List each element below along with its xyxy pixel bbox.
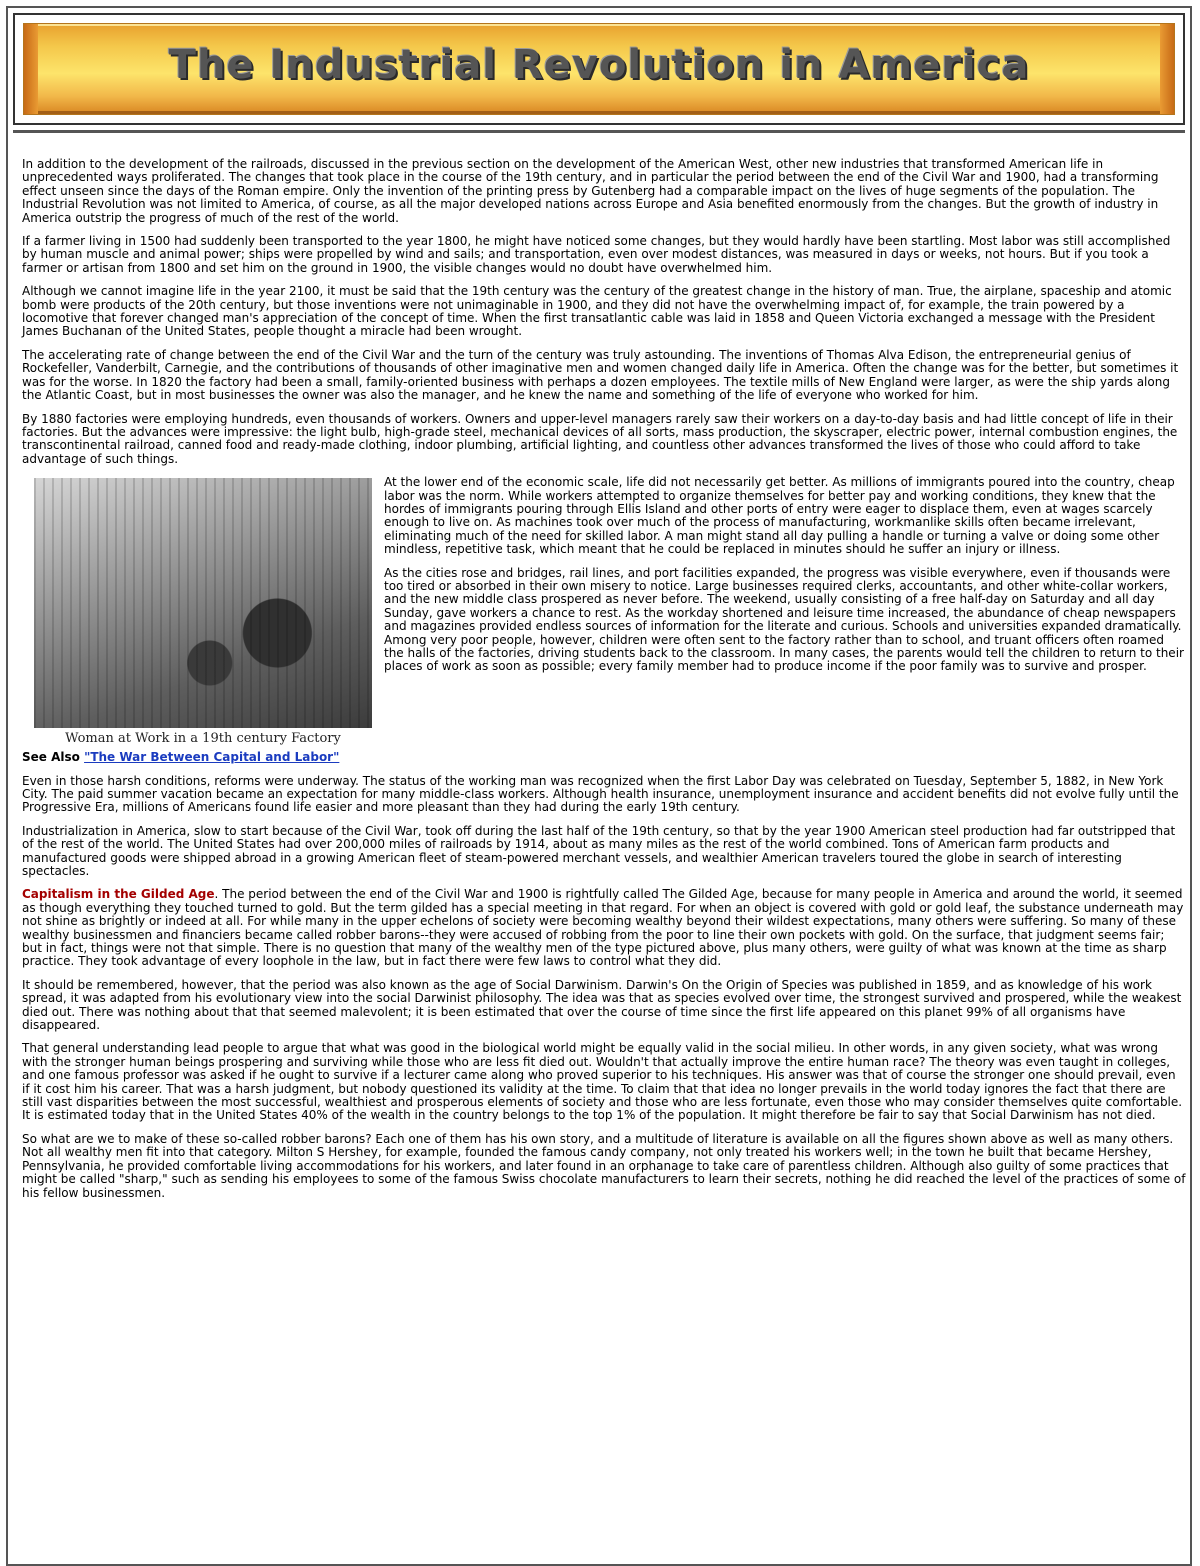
gilded-age-text: . The period between the end of the Civil War and 1900 is rightfully called The Gilded Age, because for many people in America and around the world, it seemed as though everything they touched turned to gold. But the term gilded has a special meeting in that regard. For when an object is covered with gold or gold leaf, the substance underneath may not shine as brightly or indeed at all. For while many in the upper echelons of society were becoming wealthy beyond their wildest expectations, many others were suffering. So many of these wealthy businessmen and financiers became called robber barons--they were accused of robbing from the poor to line their own pockets with gold. On the surface, that judgment seems fair; but in fact, things were not that simple. There is no question that many of the wealthy men of the type pictured above, plus many others, were guilty of what was known at the time as sharp practice. They took advantage of every loophole in the law, but in fact there were few laws to control what they did. <box>22 887 1184 969</box>
see-also-label: See Also <box>22 750 85 765</box>
paragraph: Although we cannot imagine life in the year 2100, it must be said that the 19th century was the century of the greatest change in the history of man. True, the airplane, spaceship and atomic bomb were products of the 20th century, but those inventions were not unimaginable in 1900, and they did not have the overwhelming impact of, for example, the train powered by a locomotive that forever changed man's appreciation of the concept of time. When the first transatlantic cable was laid in 1858 and Queen Victoria exchanged a message with the President James Buchanan of the United States, people thought a miracle had been wrought. <box>22 284 1172 339</box>
title-banner <box>23 23 1175 115</box>
paragraph: That general understanding lead people to argue that what was good in the biological world might be equally valid in the social milieu. In other words, in any given society, what was wrong with the stronger human beings prospering and surviving while those who are less fit died out. Wouldn't that actually improve the entire human race? The theory was even taught in colleges, and one famous professor was asked if he ought to survive if a lecturer came along who proved superior to his techniques. His answer was that of course the stronger one should prevail, even if it cost him his career. That was a harsh judgment, but nobody questioned its validity at the time. To claim that that idea no longer prevails in the world today ignores the fact that there are still vast disparities between the most successful, wealthiest and prosperous elements of society and those who are less fortunate, even those who may consider themselves quite comfortable. It is estimated today that in the United States 40% of the wealth in the country belongs to the top 1% of the population. It might therefore be fair to say that Social Darwinism has not died. <box>22 1041 1183 1123</box>
war-capital-labor-link[interactable]: "The War Between Capital and Labor" <box>84 750 340 765</box>
paragraph: The accelerating rate of change between the end of the Civil War and the turn of the century was truly astounding. The inventions of Thomas Alva Edison, the entrepreneurial genius of Rockefeller, Vanderbilt, Carnegie, and the contributions of thousands of other imaginative men and women changed daily life in America. Often the change was for the better, but sometimes it was for the worse. In 1820 the factory had been a small, family-oriented business with perhaps a dozen employees. The textile mills of New England were larger, as were the ship yards along the Atlantic Coast, but in most businesses the owner was also the manager, and he knew the name and something of the life of everyone who worked for him. <box>22 347 1179 403</box>
gilded-age-heading: Capitalism in the Gilded Age <box>22 887 215 902</box>
paragraph: Even in those harsh conditions, reforms were underway. The status of the working man was recognized when the first Labor Day was celebrated on Tuesday, September 5, 1882, in New York City. The paid summer vacation became an expectation for many middle-class workers. Although health insurance, unemployment insurance and accident benefits did not evolve fully until the Progressive Era, millions of Americans found life easier and more pleasant than they had during the early 19th century. <box>22 773 1179 815</box>
banner-frame <box>13 13 1185 125</box>
paragraph: So what are we to make of these so-called robber barons? Each one of them has his own story, and a multitude of literature is available on all the figures shown above as well as many others. Not all wealthy men fit into that category. Milton S Hershey, for example, founded the famous candy company, not only treated his workers well; in the town he built that became Hershey, Pennsylvania, he provided comfortable living accommodations for his workers, and later found in an orphanage to take care of parentless children. Although also guilty of some practices that might be called "sharp," such as sending his employees to some of the famous Swiss chocolate manufacturers to learn their secrets, nothing he did reached the level of the practices of some of his fellow businessmen. <box>22 1131 1186 1200</box>
paragraph: As the cities rose and bridges, rail lines, and port facilities expanded, the progress was visible everywhere, even if thousands were too tired or absorbed in their own misery to notice. Large businesses required clerks, accountants, and other white-collar workers, and the new middle class prospered as never before. The weekend, usually consisting of a free half-day on Saturday and all day Sunday, gave workers a chance to rest. As the workday shortened and leisure time increased, the abundance of cheap newspapers and magazines provided endless sources of information for the literate and curious. Schools and universities expanded dramatically. Among very poor people, however, children were often sent to the factory rather than to school, and truant officers often roamed the halls of the factories, driving students back to the classroom. In many cases, the parents would tell the children to return to their places of work as soon as possible; every family member had to produce income if the poor family was to survive and prosper. <box>384 565 1184 674</box>
paragraph: It should be remembered, however, that the period was also known as the age of Social Darwinism. Darwin's On the Origin of Species was published in 1859, and as knowledge of his work spread, it was adapted from his evolutionary view into the social Darwinist philosophy. The idea was that as species evolved over time, the strongest survived and prospered, while the weakest died out. There was nothing about that that seemed malevolent; it is been estimated that over the course of time since the first life appeared on this planet 99% of all organisms have disappeared. <box>22 977 1182 1033</box>
page-frame <box>6 6 1192 1566</box>
paragraph: Industrialization in America, slow to start because of the Civil War, took off during the last half of the 19th century, so that by the year 1900 American steel production had far outstripped that of the rest of the world. The United States had over 200,000 miles of railroads by 1914, about as many miles as the rest of the world combined. Tons of American farm products and manufactured goods were shipped abroad in a growing American fleet of steam-powered merchant vessels, and wealthier American travelers toured the globe in search of interesting spectacles. <box>22 823 1176 878</box>
paragraph: By 1880 factories were employing hundreds, even thousands of workers. Owners and upper-level managers rarely saw their workers on a day-to-day basis and had little concept of life in their factories. But the advances were impressive: the light bulb, high-grade steel, mechanical devices of all sorts, mass production, the skyscraper, electric power, internal combustion engines, the transcontinental railroad, canned food and ready-made clothing, indoor plumbing, artificial lighting, and countless other advances transformed the lives of those who could afford to take advantage of such things. <box>22 411 1178 466</box>
divider <box>13 130 1185 133</box>
see-also <box>22 751 1186 764</box>
figure-caption: Woman at Work in a 19th century Factory <box>65 731 341 747</box>
paragraph <box>22 888 1186 968</box>
page-title: The Industrial Revolution in America <box>168 42 1030 88</box>
paragraph: At the lower end of the economic scale, life did not necessarily get better. As millions of immigrants poured into the country, cheap labor was the norm. While workers attempted to organize themselves for better pay and working conditions, they knew that the hordes of immigrants pouring through Ellis Island and other ports of entry were eager to displace them, even at wages scarcely enough to live on. As machines took over much of the process of manufacturing, workmanlike skills often became irrelevant, eliminating much of the need for skilled labor. A man might stand all day pulling a handle or turning a valve or doing some other mindless, repetitive task, which meant that he could be replaced in minutes should he suffer an injury or illness. <box>384 475 1175 557</box>
paragraph: If a farmer living in 1500 had suddenly been transported to the year 1800, he might have noticed some changes, but they would hardly have been startling. Most labor was still accomplished by human muscle and animal power; ships were propelled by wind and sails; and transportation, even over modest distances, was measured in days or weeks, not hours. But if you took a farmer or artisan from 1800 and set him on the ground in 1900, the visible changes would no doubt have overwhelmed him. <box>22 234 1171 275</box>
article-body <box>22 158 1186 1210</box>
paragraph: In addition to the development of the railroads, discussed in the previous section on the development of the American West, other new industries that transformed American life in unprecedented ways proliferated. The changes that took place in the course of the 19th century, and in particular the period between the end of the Civil War and 1900, had a transforming effect unseen since the days of the Roman empire. Only the invention of the printing press by Gutenberg had a comparable impact on the lives of huge segments of the population. The Industrial Revolution was not limited to America, of course, as all the major developed nations across Europe and Asia benefited enormously from the changes. But the growth of industry in America outstrip the progress of much of the rest of the world. <box>22 157 1159 225</box>
factory-photo <box>34 478 372 728</box>
factory-figure <box>34 478 372 747</box>
